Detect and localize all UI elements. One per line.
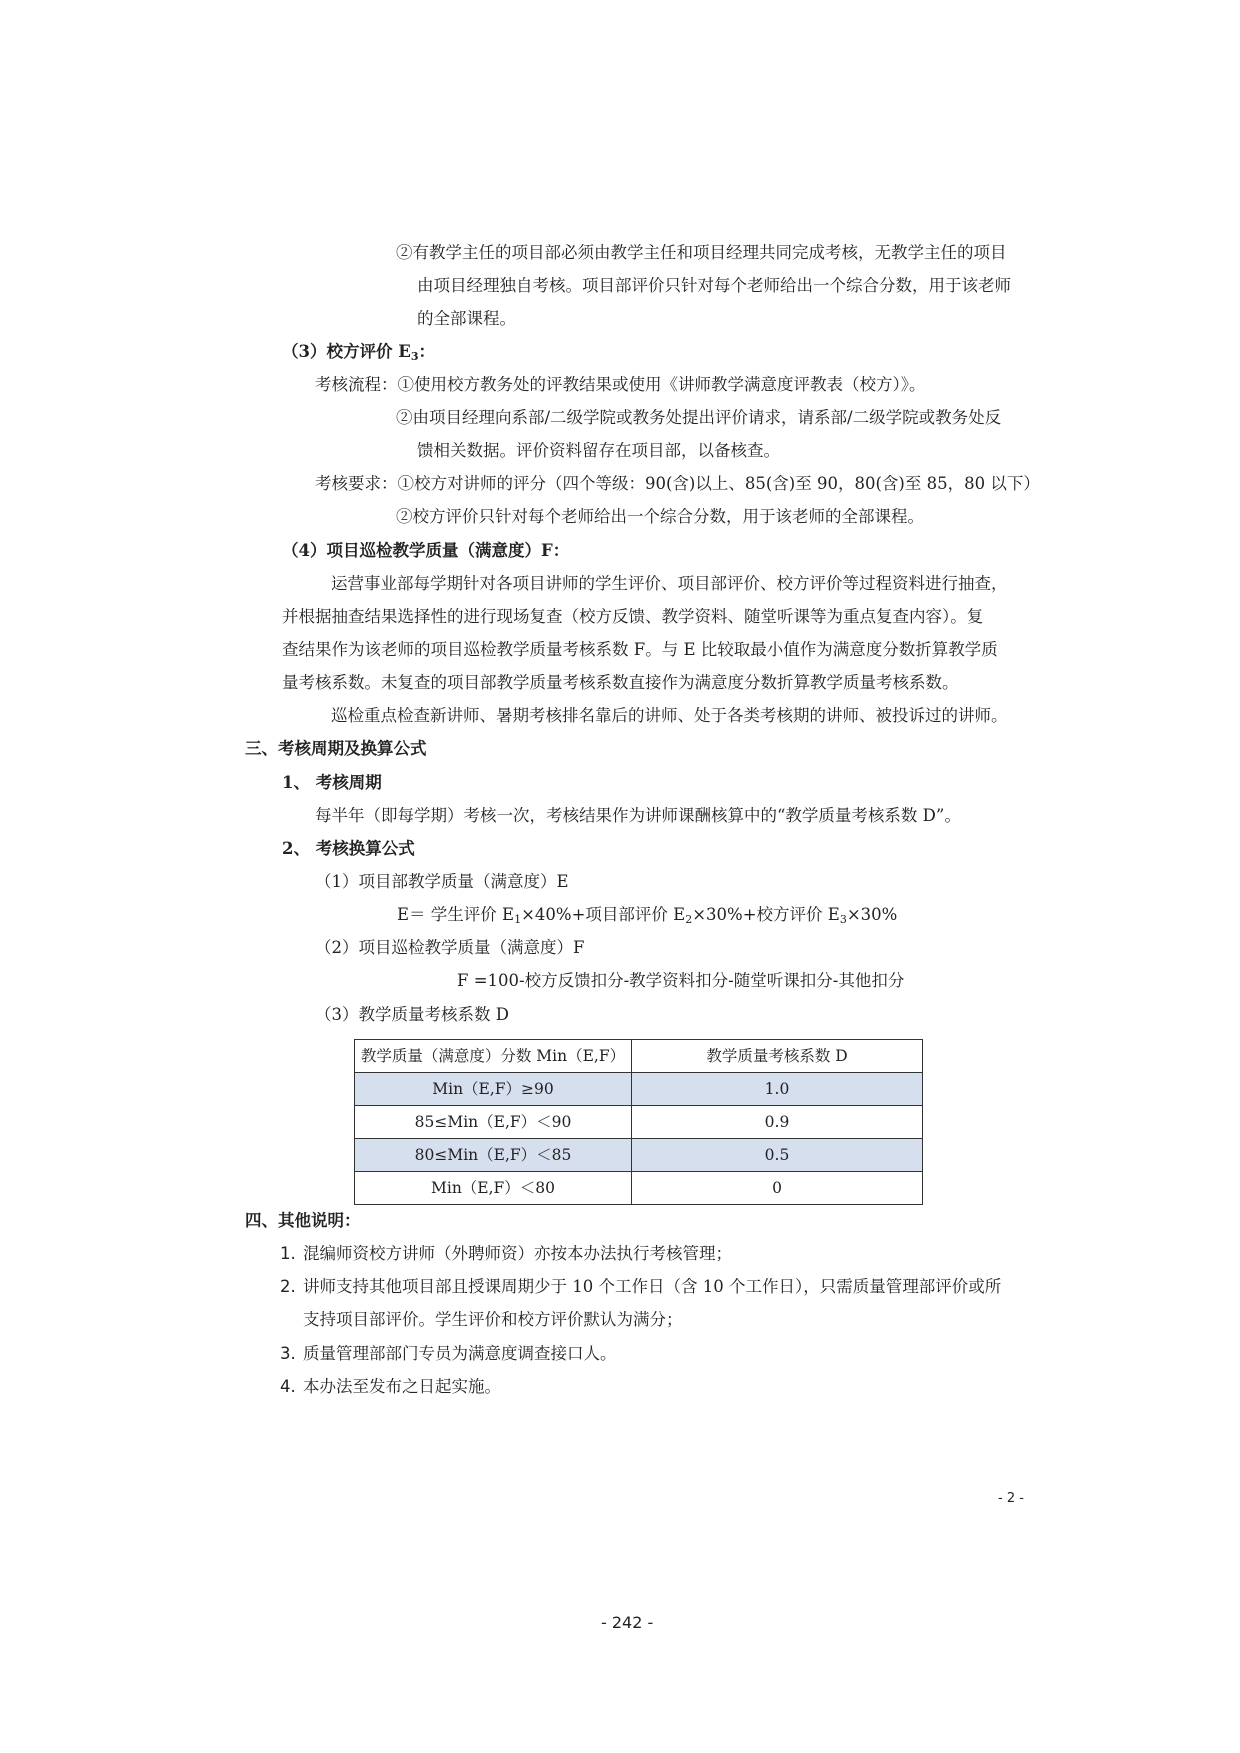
table-cell: 85≤Min（E,F）＜90	[355, 1106, 632, 1139]
subheading-formula: 2、 考核换算公式	[282, 839, 415, 858]
paragraph-line: 的全部课程。	[417, 309, 516, 328]
part-heading-cycle-formula: 三、考核周期及换算公式	[245, 739, 427, 758]
formula-f: F =100-校方反馈扣分-教学资料扣分-随堂听课扣分-其他扣分	[457, 971, 905, 990]
label: 考核要求：	[315, 474, 398, 493]
coefficient-table	[354, 1039, 923, 1205]
list-item	[280, 1343, 296, 1365]
list-item-text: 支持项目部评价。学生评价和校方评价默认为满分；	[303, 1310, 683, 1329]
table-header-cell: 教学质量（满意度）分数 Min（E,F）	[355, 1040, 632, 1073]
paragraph-line: 由项目经理独自考核。项目部评价只针对每个老师给出一个综合分数，用于该老师	[417, 276, 1011, 295]
part-heading-other-notes: 四、其他说明：	[245, 1211, 361, 1230]
list-number: 1.	[280, 1244, 296, 1263]
table-cell: Min（E,F）≥90	[355, 1073, 632, 1106]
table-cell: 0.5	[632, 1139, 923, 1172]
list-item-text: 讲师支持其他项目部且授课周期少于 10 个工作日（含 10 个工作日），只需质量管理部评价或所	[303, 1277, 1002, 1296]
list-item	[280, 1243, 296, 1265]
outer-page-number: - 242 -	[601, 1613, 654, 1632]
paragraph-line: 量考核系数。未复查的项目部教学质量考核系数直接作为满意度分数折算教学质量考核系数。	[282, 673, 959, 692]
formula-e: E＝ 学生评价 $E_1\times 40\%+$项目部评价 $E_2\times 30\%+$校方评价 $E_3\times 30\%$	[397, 905, 898, 926]
paragraph-line: 馈相关数据。评价资料留存在项目部，以备核查。	[417, 441, 780, 460]
paragraph-line: ②校方评价只针对每个老师给出一个综合分数，用于该老师的全部课程。	[396, 507, 924, 526]
list-number: 2.	[280, 1277, 296, 1296]
list-item	[280, 1376, 296, 1398]
table-header-cell: 教学质量考核系数 D	[632, 1040, 923, 1073]
list-number: 3.	[280, 1344, 296, 1363]
paragraph-line: 巡检重点检查新讲师、暑期考核排名靠后的讲师、处于各类考核期的讲师、被投诉过的讲师。	[331, 706, 1008, 725]
paragraph-line: 并根据抽查结果选择性的进行现场复查（校方反馈、教学资料、随堂听课等为重点复查内容）。复	[282, 607, 984, 626]
formula-title-f: （2）项目巡检教学质量（满意度）F	[315, 938, 585, 957]
table-cell: Min（E,F）＜80	[355, 1172, 632, 1205]
assessment-requirement-line: 考核要求：①校方对讲师的评分（四个等级：90(含)以上、85(含)至 90，80(含)至 85，80 以下）	[315, 474, 1040, 493]
table-header-row	[355, 1040, 923, 1073]
list-item-text: 混编师资校方讲师（外聘师资）亦按本办法执行考核管理；	[303, 1244, 732, 1263]
paragraph-line: 查结果作为该老师的项目巡检教学质量考核系数 F。与 E 比较取最小值作为满意度分数折算教学质	[282, 640, 998, 659]
paragraph-line: 每半年（即每学期）考核一次，考核结果作为讲师课酬核算中的“教学质量考核系数 D”。	[315, 806, 961, 825]
list-item	[280, 1276, 296, 1298]
table-cell: 0	[632, 1172, 923, 1205]
table-cell: 0.9	[632, 1106, 923, 1139]
label: 考核流程：	[315, 375, 398, 394]
paragraph-line: ②由项目经理向系部/二级学院或教务处提出评价请求，请系部/二级学院或教务处反	[396, 408, 1002, 427]
formula-title-d: （3）教学质量考核系数 D	[315, 1005, 509, 1024]
assessment-process-line: 考核流程：①使用校方教务处的评教结果或使用《讲师教学满意度评教表（校方）》。	[315, 375, 926, 394]
list-number: 4.	[280, 1377, 296, 1396]
subheading-cycle: 1、 考核周期	[282, 773, 382, 792]
formula-title-e: （1）项目部教学质量（满意度）E	[315, 872, 569, 891]
table-cell: 80≤Min（E,F）＜85	[355, 1139, 632, 1172]
paragraph-line: 运营事业部每学期针对各项目讲师的学生评价、项目部评价、校方评价等过程资料进行抽查，	[331, 574, 1008, 593]
section-heading-school-evaluation: （3）校方评价 $E_3$：	[282, 342, 435, 363]
inner-page-number: - 2 -	[998, 1491, 1024, 1506]
table-row	[355, 1106, 923, 1139]
section-heading-inspection: （4）项目巡检教学质量（满意度）F：	[282, 541, 570, 560]
paragraph-line: ②有教学主任的项目部必须由教学主任和项目经理共同完成考核，无教学主任的项目	[396, 243, 1007, 262]
list-item-text: 质量管理部部门专员为满意度调查接口人。	[303, 1344, 617, 1363]
table-row	[355, 1172, 923, 1205]
list-item-text: 本办法至发布之日起实施。	[303, 1377, 501, 1396]
table-row	[355, 1139, 923, 1172]
table-row	[355, 1073, 923, 1106]
table-cell: 1.0	[632, 1073, 923, 1106]
